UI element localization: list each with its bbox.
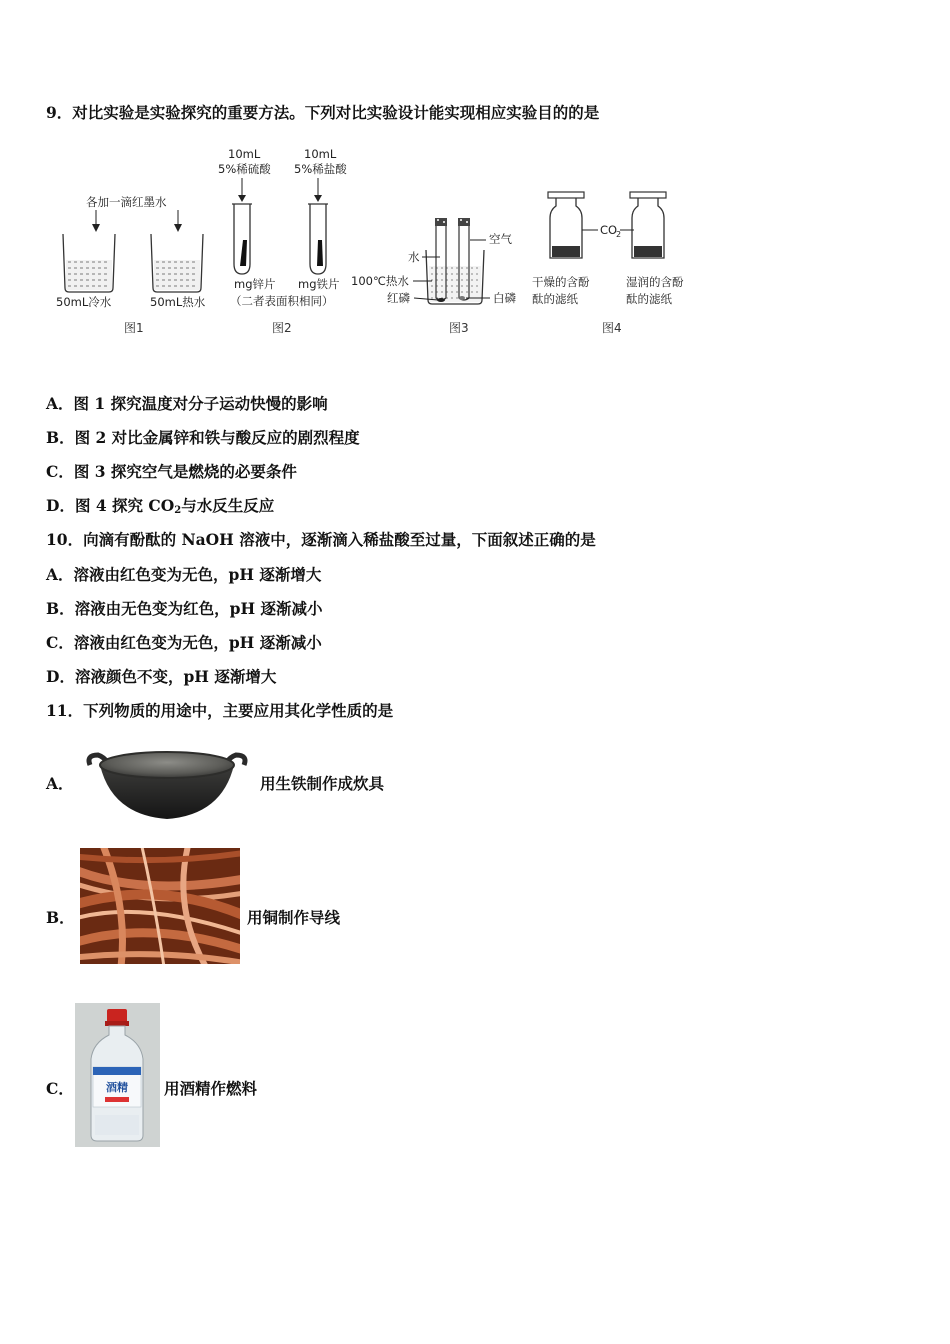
- q10-option-d: D．溶液颜色不变，pH 逐渐增大: [46, 667, 277, 686]
- q9-option-d-post: 与水反生反应: [181, 496, 275, 515]
- q9-stem: 9．对比实验是实验探究的重要方法。下列对比实验设计能实现相应实验目的的是: [46, 103, 600, 122]
- fig2-acid1-line1: 10mL: [228, 147, 261, 161]
- fig4-caption: 图4: [602, 321, 622, 335]
- q11-option-b-text: 用铜制作导线: [247, 908, 341, 927]
- q10-option-c: C．溶液由红色变为无色，pH 逐渐减小: [46, 633, 322, 652]
- fig4-right-line2: 酞的滤纸: [626, 292, 672, 306]
- fig2-note: （二者表面积相同）: [230, 294, 334, 308]
- fig1: [56, 195, 206, 335]
- copper-wires-image: [80, 848, 240, 964]
- q9-option-d-sub: 2: [174, 505, 182, 516]
- q9-option-c: C．图 3 探究空气是燃烧的必要条件: [46, 462, 297, 481]
- fig4: [532, 192, 684, 335]
- fig2: [218, 147, 347, 335]
- q11-option-c-letter: C．: [46, 1079, 74, 1098]
- q11-option-b-letter: B．: [46, 908, 75, 927]
- fig4-right-line1: 湿润的含酚: [626, 275, 684, 289]
- q10-option-b: B．溶液由无色变为红色，pH 逐渐减小: [46, 599, 323, 618]
- fig3-red-p: 红磷: [387, 291, 410, 305]
- fig3-air: 空气: [489, 232, 512, 246]
- fig4-left-line1: 干燥的含酚: [532, 275, 590, 289]
- fig2-metal2: mg铁片: [298, 277, 340, 291]
- fig2-acid2-line2: 5%稀盐酸: [294, 162, 347, 176]
- fig1-top-label: 各加一滴红墨水: [86, 195, 167, 209]
- fig3-caption: 图3: [449, 321, 469, 335]
- fig4-gas: CO: [600, 223, 618, 237]
- fig2-acid1-line2: 5%稀硫酸: [218, 162, 271, 176]
- fig3-hot-water: 100℃热水: [351, 274, 409, 288]
- fig2-acid2-line1: 10mL: [304, 147, 337, 161]
- q10-option-a: A．溶液由红色变为无色，pH 逐渐增大: [46, 565, 322, 584]
- fig2-caption: 图2: [272, 321, 292, 335]
- q9-figure: [46, 140, 726, 345]
- q9-option-a: A．图 1 探究温度对分子运动快慢的影响: [46, 394, 328, 413]
- fig1-caption: 图1: [124, 321, 144, 335]
- fig4-gas-sub: 2: [616, 230, 622, 239]
- q11-stem: 11．下列物质的用途中，主要应用其化学性质的是: [46, 701, 394, 720]
- q11-option-c-text: 用酒精作燃料: [164, 1079, 258, 1098]
- q9-option-d-pre: D．图 4 探究 CO: [46, 496, 175, 515]
- iron-wok-image: [84, 745, 250, 823]
- q11-option-a-text: 用生铁制作成炊具: [260, 774, 385, 793]
- fig3: [351, 218, 516, 335]
- fig1-right-label: 50mL热水: [150, 295, 206, 309]
- q9-option-b: B．图 2 对比金属锌和铁与酸反应的剧烈程度: [46, 428, 360, 447]
- q9-option-d: [46, 496, 274, 521]
- fig3-water: 水: [408, 250, 420, 264]
- q10-stem: 10．向滴有酚酞的 NaOH 溶液中，逐渐滴入稀盐酸至过量，下面叙述正确的是: [46, 530, 596, 549]
- fig1-left-label: 50mL冷水: [56, 295, 112, 309]
- fig3-white-p: 白磷: [493, 291, 516, 305]
- q11-option-a-letter: A．: [46, 774, 74, 793]
- fig4-left-line2: 酞的滤纸: [532, 292, 578, 306]
- alcohol-bottle-image: [75, 1003, 160, 1147]
- fig2-metal1: mg锌片: [234, 277, 276, 291]
- bottle-label-text: 酒精: [106, 1081, 128, 1094]
